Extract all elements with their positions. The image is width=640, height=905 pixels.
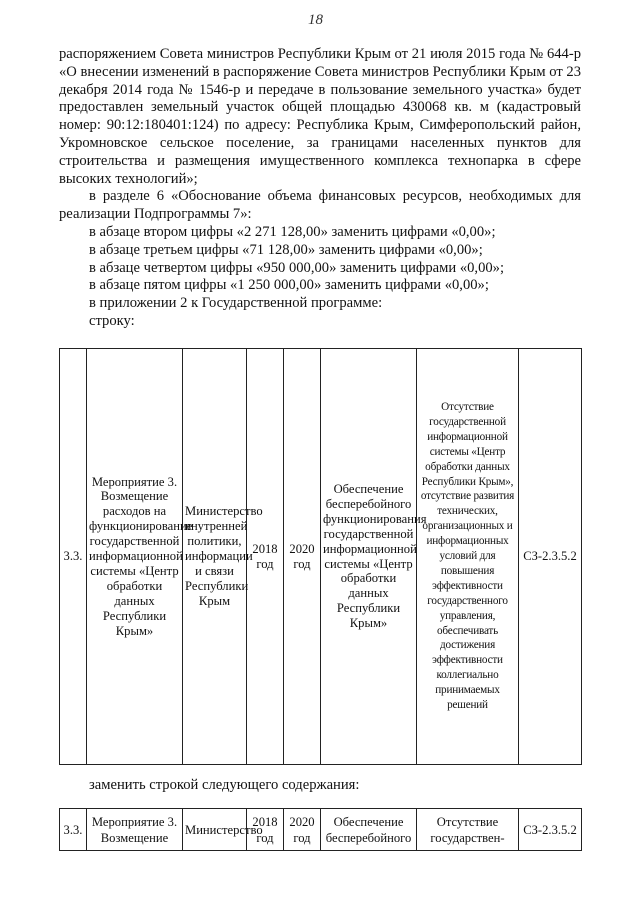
executor-cell: Министерство внутренней политики, информации и связи Республики Крым	[183, 349, 247, 765]
old-row-table	[59, 348, 582, 765]
amendment-line-3: в абзаце четвертом цифры «950 000,00» заменить цифрами «0,00»;	[89, 259, 505, 276]
code-cell: СЗ-2.3.5.2	[519, 349, 582, 765]
end-year-cell: 2020 год	[284, 809, 321, 851]
document-body	[59, 46, 581, 331]
row-number-cell: 3.3.	[60, 349, 87, 765]
page-number: 18	[308, 12, 323, 28]
table-row	[60, 809, 582, 851]
event-cell: Мероприятие 3. Возмещение расходов на функционирование государственной информационной системы «Центр обработки данных Республики Крым»	[87, 349, 183, 765]
consequences-cell: Отсутствие государственной информационной системы «Центр обработки данных Республики Крым», отсутствие развития технических, организационных и информационных условий для повышения эффективности государственного управления, обеспечивать достижения эффективности коллегиально принимаемых решений	[417, 349, 519, 765]
new-row-table	[59, 808, 582, 851]
row-label-line: строку:	[89, 312, 135, 329]
result-cell: Обеспечение бесперебойного функционирования государственной информационной системы «Центр обработки данных Республики Крым»	[321, 349, 417, 765]
amendment-line-1: в абзаце втором цифры «2 271 128,00» заменить цифрами «0,00»;	[89, 223, 496, 240]
appendix-line: в приложении 2 к Государственной программе:	[89, 295, 383, 312]
amendment-line-2: в абзаце третьем цифры «71 128,00» заменить цифрами «0,00»;	[89, 241, 483, 258]
event-cell: Мероприятие 3. Возмещение	[87, 809, 183, 851]
row-number-cell: 3.3.	[60, 809, 87, 851]
consequences-cell: Отсутствие государствен-	[417, 809, 519, 851]
paragraph-order-text: распоряжением Совета министров Республики Крым от 21 июля 2015 года № 644-р «О внесении изменений в распоряжение Совета министров Республики Крым от 23 декабря 2014 года № 1546-р и передаче в пользование земельного участка» будет предоставлен земельный участок общей площадью 430068 кв. м (кадастровый номер: 90:12:180401:124) по адресу: Республика Крым, Симферопольский район, Укромновское сельское поселение, за границами населенных пунктов для строительства и размещения имущественного комплекса технопарка в сфере высоких технологий»;	[59, 46, 581, 187]
start-year-cell: 2018 год	[247, 809, 284, 851]
result-cell: Обеспечение бесперебойного	[321, 809, 417, 851]
executor-cell: Министерство	[183, 809, 247, 851]
amendment-line-4: в абзаце пятом цифры «1 250 000,00» заменить цифрами «0,00»;	[89, 277, 489, 294]
paragraph-section-6: в разделе 6 «Обоснование объема финансовых ресурсов, необходимых для реализации Подпрограммы 7»:	[59, 188, 581, 223]
table-row	[60, 349, 582, 765]
code-cell: СЗ-2.3.5.2	[519, 809, 582, 851]
start-year-cell: 2018 год	[247, 349, 284, 765]
replace-instruction: заменить строкой следующего содержания:	[89, 777, 360, 793]
end-year-cell: 2020 год	[284, 349, 321, 765]
